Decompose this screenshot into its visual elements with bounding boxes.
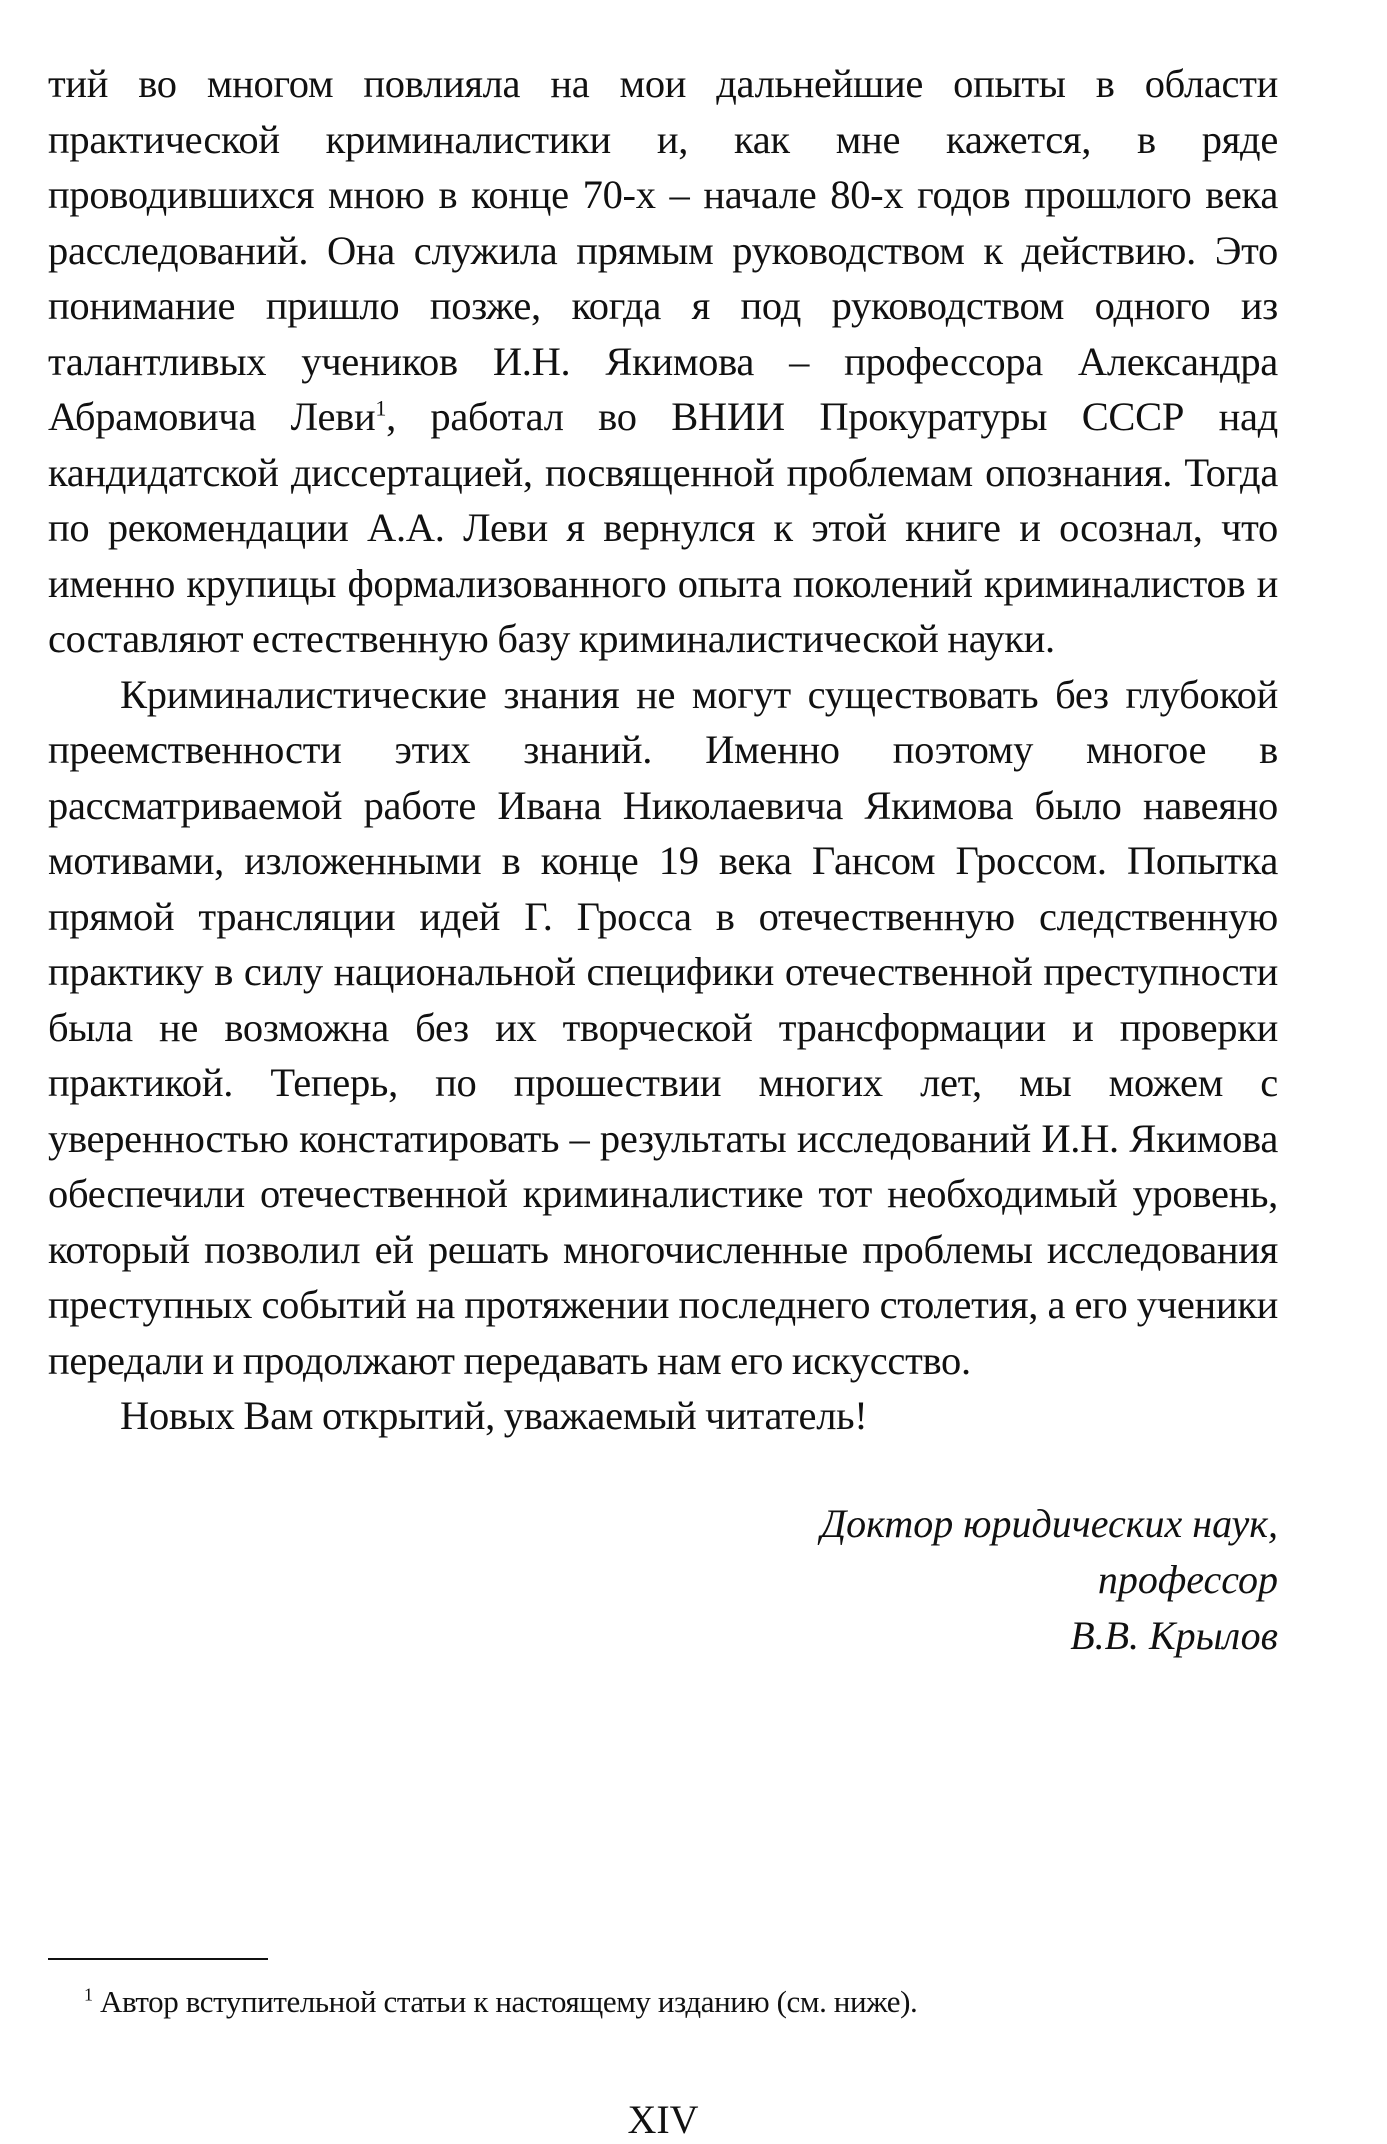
book-page bbox=[48, 56, 1278, 2142]
signature-degree: Доктор юридических наук, bbox=[820, 1501, 1278, 1546]
footnote-mark: 1 bbox=[84, 1984, 93, 2005]
footnote bbox=[84, 1982, 917, 2022]
closing-line: Новых Вам открытий, уважаемый читатель! bbox=[120, 1393, 868, 1438]
paragraph-text: , работал во ВНИИ Прокуратуры СССР над кандидатской диссертацией, посвященной проблемам опознания. Тогда по рекомендации А.А. Леви я вернулся к этой книге и осознал, что именно крупицы формализованного опыта поколений криминалистов и составляют естественную базу криминалистической науки. bbox=[48, 394, 1278, 661]
footnote-reference[interactable]: 1 bbox=[375, 395, 387, 421]
paragraph: Криминалистические знания не могут существовать без глубокой преемственности этих знаний. Именно поэтому многое в рассматриваемой работе Ивана Николаевича Якимова было навеяно мотивами, изложенными в конце 19 века Гансом Гроссом. Попытка прямой трансляции идей Г. Гросса в отечественную следственную практику в силу национальной специфики отечественной преступности была не возможна без их творческой трансформации и проверки практикой. Теперь, по прошествии многих лет, мы можем с уверенностью констатировать – результаты исследований И.Н. Якимова обеспечили отечественной криминалистике тот необходимый уровень, который позволил ей решать многочисленные проблемы исследования преступных событий на протяжении последнего столетия, а его ученики передали и продолжают передавать нам его искусство. bbox=[48, 671, 1278, 1383]
footnote-text: Автор вступительной статьи к настоящему изданию (см. ниже). bbox=[92, 1984, 918, 2019]
signature-title: профессор bbox=[1097, 1557, 1278, 1602]
signature-block bbox=[821, 1496, 1278, 1664]
paragraph-continuation bbox=[48, 56, 1278, 667]
signature-name: В.В. Крылов bbox=[1070, 1613, 1278, 1658]
footnote-divider bbox=[48, 1958, 268, 1960]
page-number: XIV bbox=[627, 2097, 699, 2142]
paragraph-text: тий во многом повлияла на мои дальнейшие опыты в области практической криминалистики и, как мне кажется, в ряде проводившихся мною в конце 70-х – начале 80-х годов прошлого века расследований. Она служила прямым руководством к действию. Это понимание пришло позже, когда я под руководством одного из талантливых учеников И.Н. Якимова – профессора Александра Абрамовича Леви bbox=[48, 61, 1278, 439]
